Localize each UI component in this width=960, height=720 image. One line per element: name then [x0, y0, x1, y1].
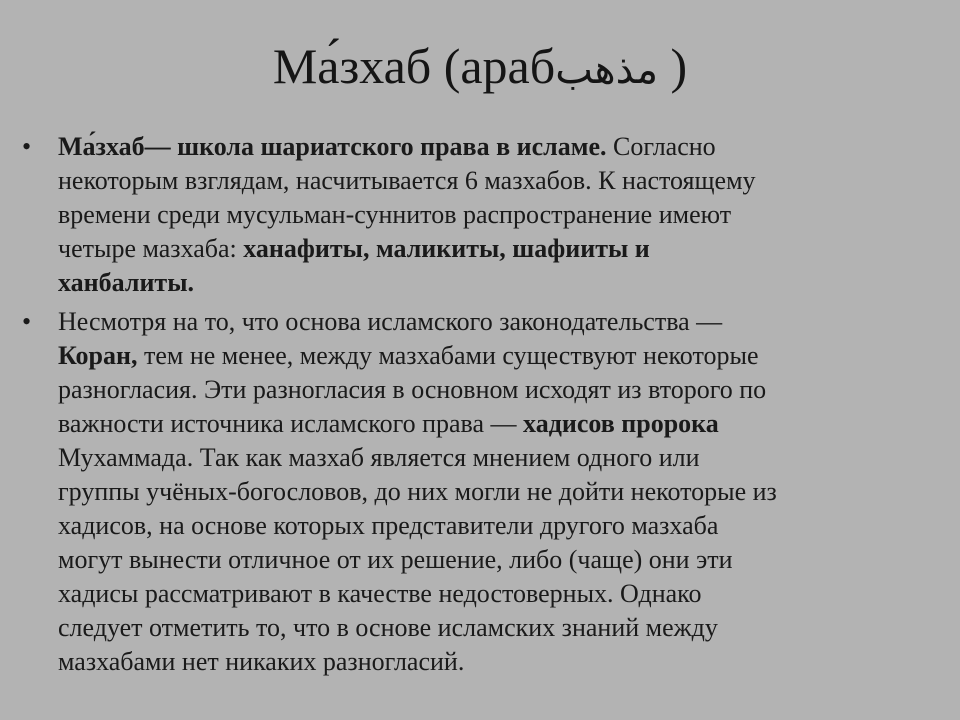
text-line: [58, 305, 942, 339]
text-run: группы учёных-богословов, до них могли не дойти некоторые из: [58, 477, 777, 506]
bullet-marker: •: [22, 307, 32, 336]
bold-text: хадисов пророка: [523, 409, 719, 438]
bullet-item: [22, 305, 942, 679]
text-line: [58, 645, 942, 679]
text-line: [58, 232, 942, 266]
text-run: мазхабами нет никаких разногласий.: [58, 647, 465, 676]
text-line: [58, 441, 942, 475]
text-run: времени среди мусульман-суннитов распространение имеют: [58, 200, 732, 229]
text-run: следует отметить то, что в основе исламских знаний между: [58, 613, 718, 642]
text-run: тем не менее, между мазхабами существуют некоторые: [137, 341, 759, 370]
text-line: [58, 611, 942, 645]
text-run: четыре мазхаба:: [58, 234, 244, 263]
bullet-list: [22, 130, 942, 684]
bullet-marker: •: [22, 132, 32, 161]
text-line: [58, 164, 942, 198]
text-run: Мухаммада. Так как мазхаб является мнением одного или: [58, 443, 700, 472]
text-line: [58, 407, 942, 441]
text-line: [58, 543, 942, 577]
bold-text: ханафиты, маликиты, шафииты и: [243, 234, 650, 263]
slide-title: [0, 36, 960, 100]
text-run: Несмотря на то, что основа исламского законодательства —: [58, 307, 723, 336]
bold-text: ханбалиты.: [58, 268, 195, 297]
text-line: [58, 130, 942, 164]
title-arabic-word: مذهب: [555, 47, 658, 93]
text-line: [58, 509, 942, 543]
text-line: [58, 339, 942, 373]
bold-text: Коран,: [58, 341, 138, 370]
text-run: Согласно: [606, 132, 716, 161]
text-line: [58, 266, 942, 300]
text-run: хадисов, на основе которых представители другого мазхаба: [58, 511, 719, 540]
text-run: разногласия. Эти разногласия в основном исходят из второго по: [58, 375, 767, 404]
text-run: важности источника исламского права —: [58, 409, 524, 438]
text-run: некоторым взглядам, насчитывается 6 мазхабов. К настоящему: [58, 166, 756, 195]
bullet-item: [22, 130, 942, 300]
text-line: [58, 373, 942, 407]
title-close: ): [658, 38, 688, 94]
text-run: могут вынести отличное от их решение, либо (чаще) они эти: [58, 545, 733, 574]
title-text: Ма́зхаб (араб: [272, 38, 556, 94]
text-line: [58, 577, 942, 611]
bold-text: Ма́зхаб— школа шариатского права в исламе.: [58, 132, 607, 161]
text-line: [58, 475, 942, 509]
text-run: хадисы рассматривают в качестве недостоверных. Однако: [58, 579, 702, 608]
text-line: [58, 198, 942, 232]
